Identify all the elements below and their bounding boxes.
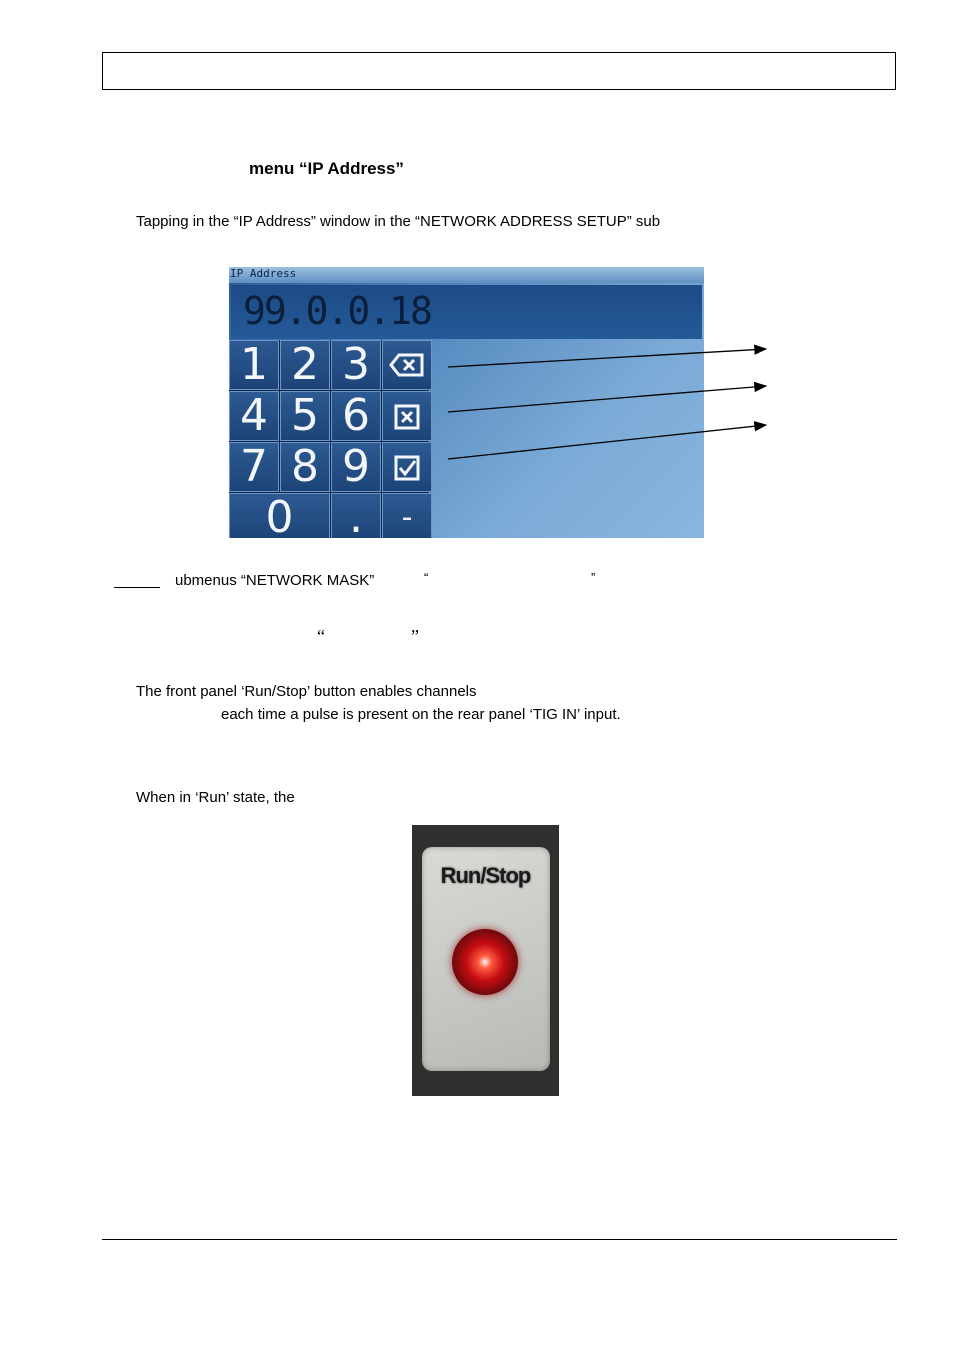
paragraph-submenus: ubmenus “NETWORK MASK” [175, 572, 375, 589]
run-stop-button-photo [412, 825, 559, 1096]
key-minus[interactable]: - [382, 493, 432, 538]
arrow-backspace [448, 349, 766, 367]
close-quote-2: ” [411, 626, 419, 646]
open-quote-1: “ [424, 570, 429, 585]
ip-value: 99.0.0.18 [243, 289, 431, 333]
arrow-clear [448, 386, 766, 412]
key-1[interactable]: 1 [229, 340, 279, 390]
key-0[interactable]: 0 [229, 493, 330, 538]
paragraph-tapping: Tapping in the “IP Address” window in the “NETWORK ADDRESS SETUP” sub [136, 213, 661, 230]
key-4[interactable]: 4 [229, 391, 279, 441]
paragraph-run-state: When in ‘Run’ state, the [136, 789, 295, 806]
key-7[interactable]: 7 [229, 442, 279, 492]
key-3[interactable]: 3 [331, 340, 381, 390]
key-2[interactable]: 2 [280, 340, 330, 390]
run-stop-led-icon [452, 929, 518, 995]
section-title: menu “IP Address” [249, 159, 404, 178]
run-stop-label: Run/Stop [440, 863, 531, 888]
key-5[interactable]: 5 [280, 391, 330, 441]
key-8[interactable]: 8 [280, 442, 330, 492]
key-6[interactable]: 6 [331, 391, 381, 441]
arrow-accept [448, 425, 766, 459]
key-9[interactable]: 9 [331, 442, 381, 492]
key-dot[interactable]: . [331, 493, 381, 538]
callout-arrows [0, 0, 954, 560]
underline-blank [114, 587, 160, 588]
close-quote-1: ” [591, 570, 596, 585]
paragraph-run-stop-1: The front panel ‘Run/Stop’ button enables channels [136, 683, 477, 700]
footer-rule [102, 1239, 897, 1240]
paragraph-run-stop-2: each time a pulse is present on the rear panel ‘TIG IN’ input. [221, 706, 621, 723]
keypad-title: IP Address [230, 267, 297, 280]
open-quote-2: “ [317, 626, 325, 646]
